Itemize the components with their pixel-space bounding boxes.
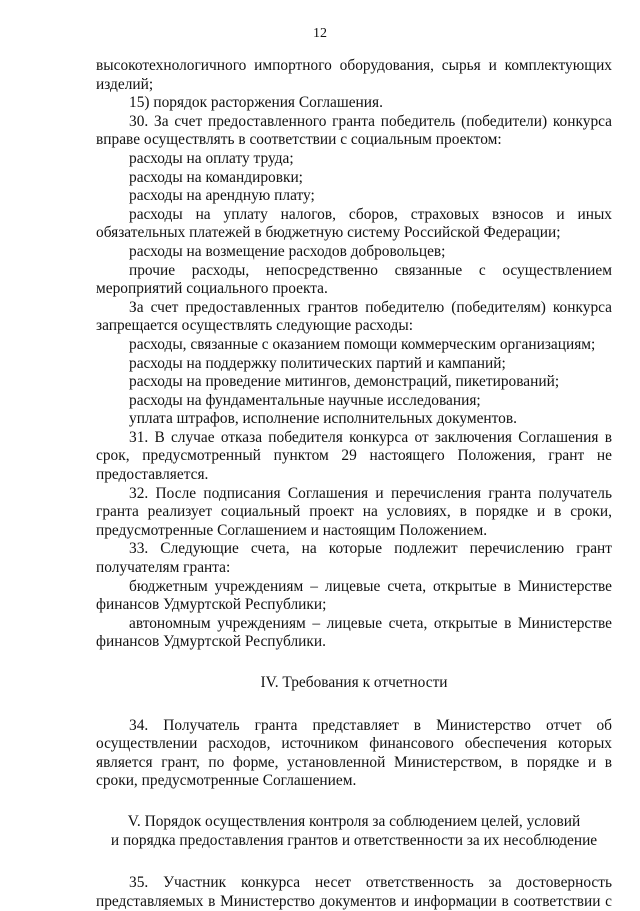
page-number: 12 bbox=[313, 26, 327, 41]
list-item: расходы на арендную плату; bbox=[129, 187, 315, 205]
list-item: прочие расходы, непосредственно связанные с осуществлением мероприятий социального проекта. bbox=[96, 261, 612, 298]
list-item: автономным учреждениям – лицевые счета, открытые в Министерстве финансов Удмуртской Республики. bbox=[96, 614, 612, 651]
list-item: расходы на уплату налогов, сборов, страховых взносов и иных обязательных платежей в бюджетную систему Российской Федерации; bbox=[96, 205, 612, 242]
list-item: расходы на поддержку политических партий и кампаний; bbox=[129, 354, 506, 372]
paragraph-30: 30. За счет предоставленного гранта победитель (победители) конкурса вправе осуществлять в соответствии с социальным проектом: bbox=[96, 112, 612, 149]
section-heading-v bbox=[96, 813, 612, 850]
section-heading-v-line1: V. Порядок осуществления контроля за соблюдением целей, условий bbox=[127, 812, 581, 830]
paragraph: 15) порядок расторжения Соглашения. bbox=[129, 94, 383, 112]
paragraph-34: 34. Получатель гранта представляет в Министерство отчет об осуществлении расходов, источником финансового обеспечения которых является грант, по форме, установленной Министерством, в порядке и в сроки, предусмотренные Соглашением. bbox=[96, 716, 612, 790]
list-item: бюджетным учреждениям – лицевые счета, открытые в Министерстве финансов Удмуртской Республики; bbox=[96, 577, 612, 614]
list-item: расходы на возмещение расходов добровольцев; bbox=[129, 242, 446, 260]
list-item: расходы на проведение митингов, демонстраций, пикетирований; bbox=[129, 373, 560, 391]
list-item: расходы на оплату труда; bbox=[129, 149, 294, 167]
document-body bbox=[96, 57, 612, 911]
list-item: расходы на фундаментальные научные исследования; bbox=[129, 391, 481, 409]
paragraph-33: 33. Следующие счета, на которые подлежит перечислению грант получателям гранта: bbox=[96, 540, 612, 577]
list-item: расходы на командировки; bbox=[129, 168, 303, 186]
paragraph-31: 31. В случае отказа победителя конкурса от заключения Соглашения в срок, предусмотренный пунктом 29 настоящего Положения, грант не предоставляется. bbox=[96, 428, 612, 484]
paragraph: За счет предоставленных грантов победителю (победителям) конкурса запрещается осуществлять следующие расходы: bbox=[96, 298, 612, 335]
list-item: расходы, связанные с оказанием помощи коммерческим организациям; bbox=[129, 335, 596, 353]
paragraph-35: 35. Участник конкурса несет ответственность за достоверность представляемых в Министерство документов и информации в соответствии с bbox=[96, 874, 612, 910]
paragraph: высокотехнологичного импортного оборудования, сырья и комплектующих изделий; bbox=[96, 57, 612, 93]
list-item: уплата штрафов, исполнение исполнительных документов. bbox=[129, 410, 517, 428]
section-heading-v-line2: и порядка предоставления грантов и ответственности за их несоблюдение bbox=[110, 831, 598, 849]
section-heading-iv: IV. Требования к отчетности bbox=[260, 674, 448, 691]
paragraph-32: 32. После подписания Соглашения и перечисления гранта получатель гранта реализует социальный проект на условиях, в порядке и в сроки, предусмотренные Соглашением и настоящим Положением. bbox=[96, 484, 612, 539]
